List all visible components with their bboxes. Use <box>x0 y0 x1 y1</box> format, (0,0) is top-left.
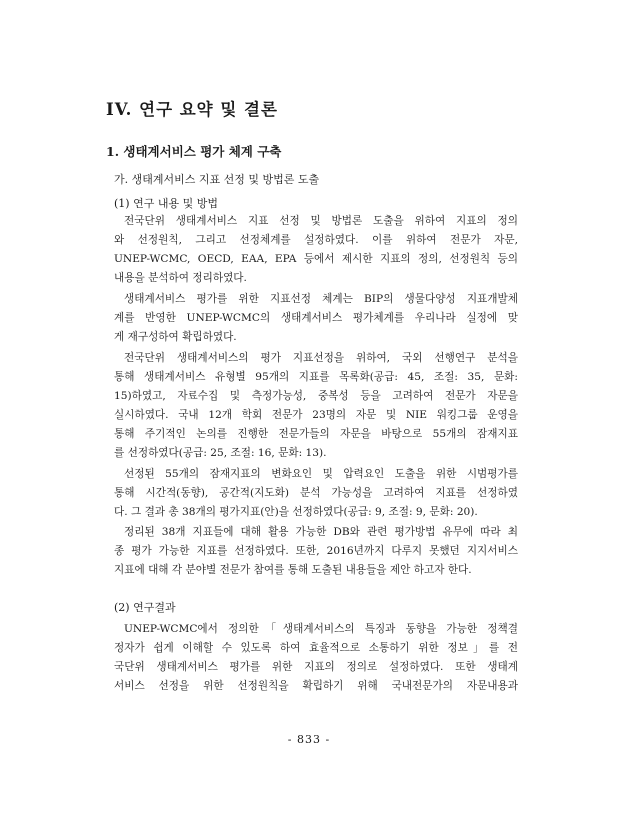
paragraph-line: 지표에 대해 각 분야별 전문가 참여를 통해 도출된 내용들을 제안 하고자 한다. <box>114 564 472 576</box>
paragraph-5 <box>114 523 518 580</box>
paragraph-line: 전국단위 생태계서비스 지표 선정 및 방법론 도출을 위하여 지표의 정의 <box>124 215 518 227</box>
paragraph-line: UNEP-WCMC, OECD, EAA, EPA 등에서 제시한 지표의 정의, 선정원칙 등의 <box>114 253 518 265</box>
paragraph-line: 내용을 분석하여 정리하였다. <box>114 272 247 284</box>
paragraph-line: 정리된 38개 지표들에 대해 활용 가능한 DB와 관련 평가방법 유무에 따라 최 <box>124 526 518 538</box>
paragraph-line: 국단위 생태계서비스 평가를 위한 지표의 정의로 설정하였다. 또한 생태계 <box>114 661 518 673</box>
paragraph-1 <box>114 212 518 288</box>
paragraph-results <box>114 620 518 696</box>
chapter-heading: IV. 연구 요약 및 결론 <box>106 100 278 119</box>
paragraph-line: UNEP-WCMC에서 정의한「생태계서비스의 특징과 동향을 가능한 정책결 <box>124 623 518 635</box>
paragraph-2 <box>114 290 518 347</box>
subsection-heading: 가. 생태계서비스 지표 선정 및 방법론 도출 <box>114 173 320 186</box>
paragraph-line: 게 재구성하여 확립하였다. <box>114 331 237 343</box>
section-heading: 1. 생태계서비스 평가 체계 구축 <box>106 144 282 159</box>
paragraph-line: 15)하였고, 자료수집 및 측정가능성, 중복성 등을 고려하여 전문가 자문을 <box>114 390 518 402</box>
paragraph-line: 전국단위 생태계서비스의 평가 지표선정을 위하여, 국외 선행연구 분석을 <box>124 352 518 364</box>
paragraph-line: 통해 생태계서비스 유형별 95개의 지표를 목록화(공급: 45, 조절: 35, 문화: <box>114 371 518 383</box>
paragraph-line: 다. 그 결과 총 38개의 평가지표(안)을 선정하였다(공급: 9, 조절: 9, 문화: 20). <box>114 506 478 518</box>
paragraph-line: 종 평가 가능한 지표를 선정하였다. 또한, 2016년까지 다루지 못했던 지지서비스 <box>114 545 518 557</box>
paragraph-3 <box>114 349 518 463</box>
sub-subsection-heading-methods: (1) 연구 내용 및 방법 <box>114 197 218 210</box>
paragraph-line: 실시하였다. 국내 12개 학회 전문가 23명의 자문 및 NIE 워킹그룹 운영을 <box>114 409 518 421</box>
paragraph-line: 선정된 55개의 잠재지표의 변화요인 및 압력요인 도출을 위한 시범평가를 <box>124 468 518 480</box>
paragraph-line: 통해 주기적인 논의를 진행한 전문가들의 자문을 바탕으로 55개의 잠재지표 <box>114 428 518 440</box>
paragraph-line: 와 선정원칙, 그리고 선정체계를 설정하였다. 이를 위하여 전문가 자문, <box>114 234 518 246</box>
paragraph-line: 생태계서비스 평가를 위한 지표선정 체계는 BIP의 생물다양성 지표개발체 <box>124 293 518 305</box>
page-number: - 833 - <box>287 733 331 746</box>
paragraph-line: 를 선정하였다(공급: 25, 조절: 16, 문화: 13). <box>114 447 327 459</box>
paragraph-line: 통해 시간적(동향), 공간적(지도화) 분석 가능성을 고려하여 지표를 선정하였 <box>114 487 518 499</box>
paragraph-4 <box>114 465 518 522</box>
sub-subsection-heading-results: (2) 연구결과 <box>114 601 176 614</box>
paragraph-line: 정자가 쉽게 이해할 수 있도록 하여 효율적으로 소통하기 위한 정보」를 전 <box>114 642 518 654</box>
paragraph-line: 계를 반영한 UNEP-WCMC의 생태계서비스 평가체계를 우리나라 실정에 맞 <box>114 312 518 324</box>
paragraph-line: 서비스 선정을 위한 선정원칙을 확립하기 위해 국내전문가의 자문내용과 <box>114 680 518 692</box>
